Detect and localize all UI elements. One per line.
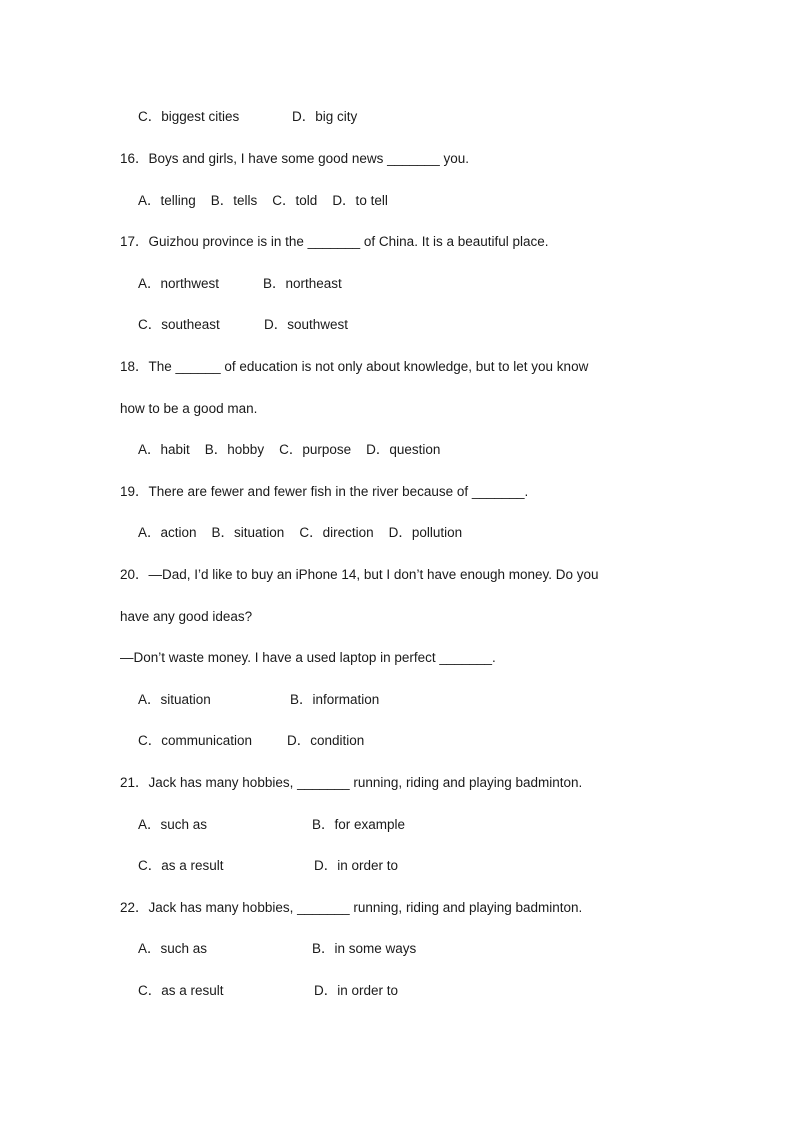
question-20-reply: —Don’t waste money. I have a used laptop in perfect _______.: [120, 650, 496, 665]
question-21-option-a: A．such as: [138, 817, 208, 832]
question-18-stem: 18．The ______ of education is not only about knowledge, but to let you know: [120, 359, 589, 374]
question-22-stem: 22．Jack has many hobbies, _______ running, riding and playing badminton.: [120, 900, 583, 915]
option-text: D．big city: [292, 109, 358, 124]
question-17-option-b: B．northeast: [263, 276, 342, 291]
option-c: [138, 108, 239, 126]
question-16-stem: 16．Boys and girls, I have some good news _______ you.: [120, 151, 469, 166]
question-22-option-d: D．in order to: [314, 983, 399, 998]
question-20-option-a: A．situation: [138, 692, 211, 707]
question-17-option-a: A．northwest: [138, 276, 220, 291]
question-18-options: A．habit B．hobby C．purpose D．question: [138, 442, 441, 457]
question-19-options: A．action B．situation C．direction D．pollution: [138, 525, 463, 540]
question-22-option-a: A．such as: [138, 941, 208, 956]
question-20-option-b: B．information: [290, 692, 380, 707]
question-20-stem-continued: have any good ideas?: [120, 609, 253, 624]
option-d: [292, 108, 357, 126]
question-16-options: A．telling B．tells C．told D．to tell: [138, 193, 388, 208]
question-17-option-d: D．southwest: [264, 317, 349, 332]
question-21-option-c: C．as a result: [138, 858, 224, 873]
question-17-option-c: C．southeast: [138, 317, 220, 332]
question-19-stem: 19．There are fewer and fewer fish in the river because of _______.: [120, 484, 529, 499]
question-21-stem: 21．Jack has many hobbies, _______ running, riding and playing badminton.: [120, 775, 583, 790]
question-20-option-c: C．communication: [138, 733, 253, 748]
question-20-option-d: D．condition: [287, 733, 365, 748]
question-18-stem-continued: how to be a good man.: [120, 401, 258, 416]
question-20-stem: 20．—Dad, I’d like to buy an iPhone 14, but I don’t have enough money. Do you: [120, 567, 599, 582]
question-22-option-b: B．in some ways: [312, 941, 417, 956]
question-21-option-b: B．for example: [312, 817, 406, 832]
question-22-option-c: C．as a result: [138, 983, 224, 998]
question-17-stem: 17．Guizhou province is in the _______ of China. It is a beautiful place.: [120, 234, 549, 249]
option-text: C．biggest cities: [138, 109, 240, 124]
question-21-option-d: D．in order to: [314, 858, 399, 873]
